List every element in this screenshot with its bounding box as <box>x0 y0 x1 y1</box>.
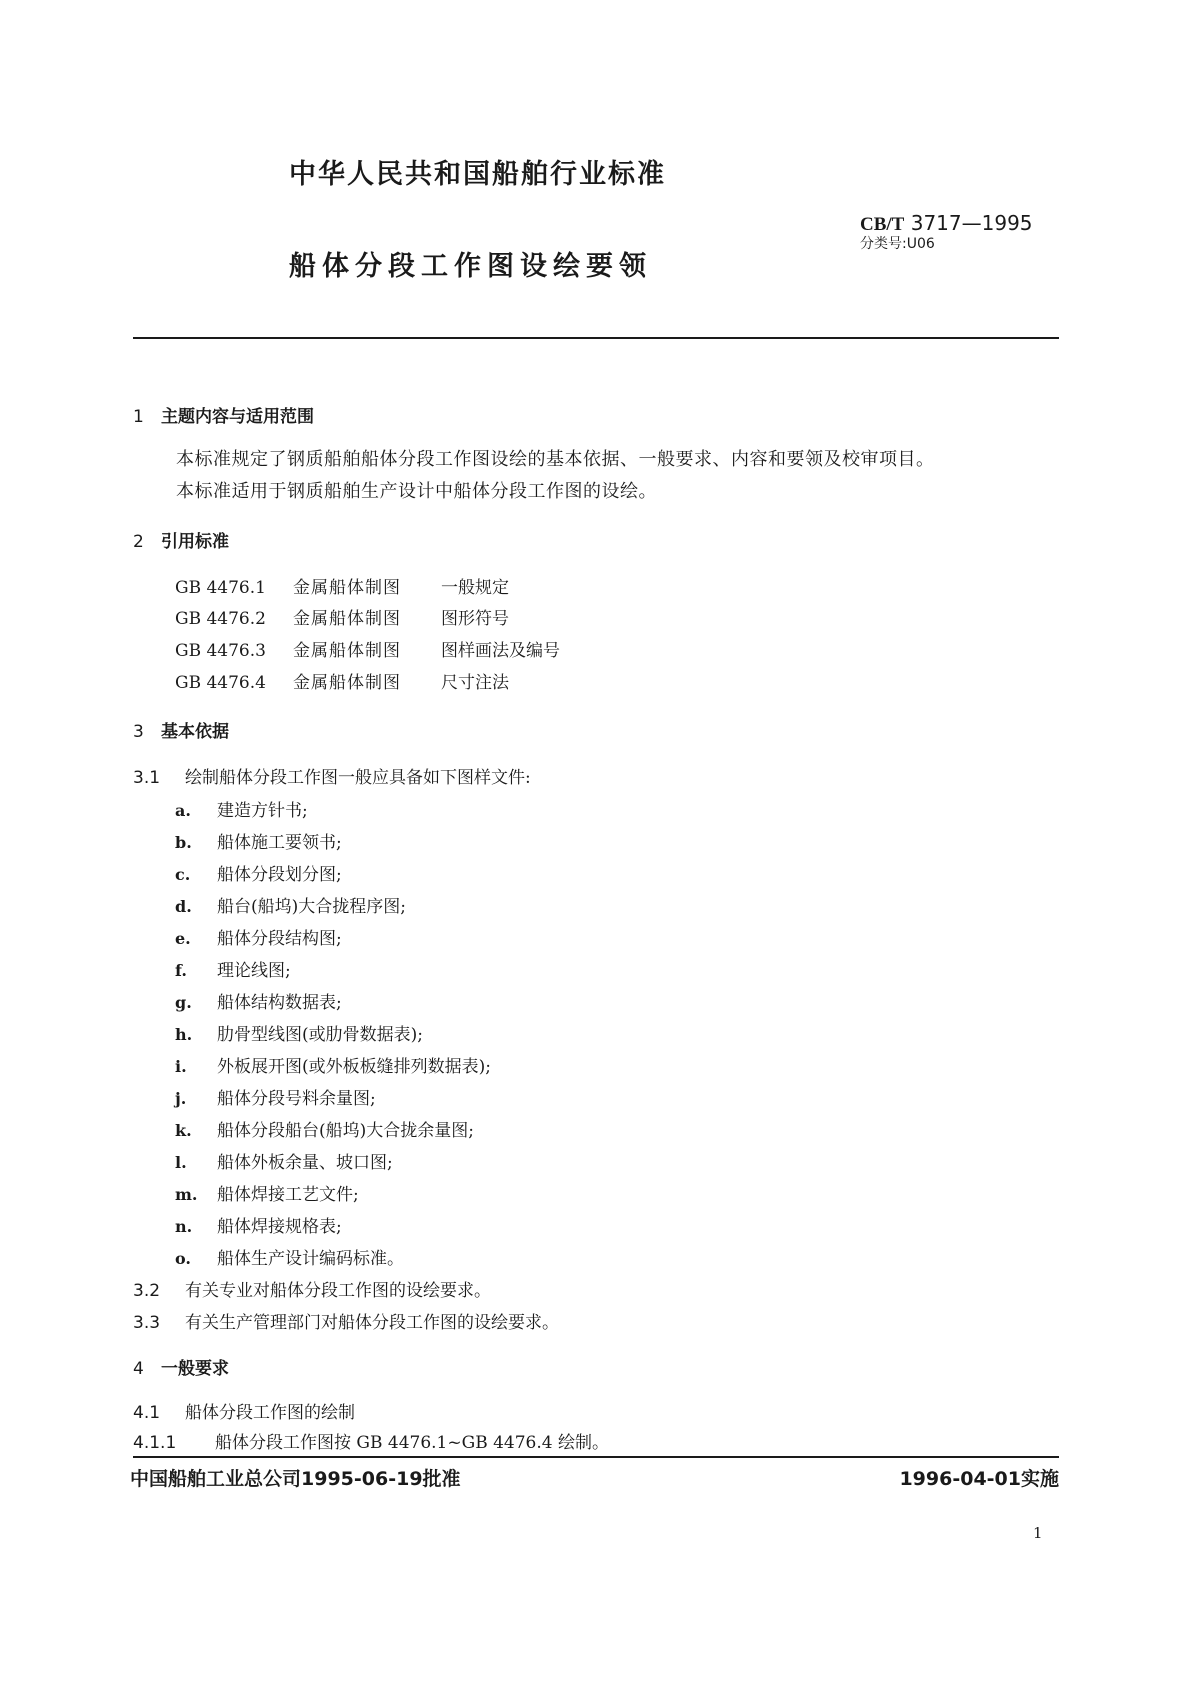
page-number: 1 <box>1033 1524 1043 1542</box>
list-letter: d. <box>175 897 192 916</box>
document-title: 船体分段工作图设绘要领 <box>289 251 652 282</box>
list-letter: b. <box>175 833 192 852</box>
list-letter: f. <box>175 961 187 980</box>
list-text: 船体生产设计编码标准。 <box>217 1249 404 1269</box>
header-divider <box>133 337 1059 339</box>
section-title: 一般要求 <box>161 1359 229 1379</box>
list-letter: l. <box>175 1153 187 1172</box>
reference-desc: 图样画法及编号 <box>441 641 560 661</box>
list-letter: o. <box>175 1249 191 1268</box>
clause-number: 3.3 <box>133 1313 161 1333</box>
list-letter: n. <box>175 1217 193 1236</box>
clause-3-1 <box>133 763 531 788</box>
list-text: 船体施工要领书; <box>217 833 342 853</box>
section-4-heading <box>133 1354 229 1379</box>
list-item <box>175 1212 342 1237</box>
reference-row <box>175 668 509 693</box>
list-text: 船体外板余量、坡口图; <box>217 1153 393 1173</box>
clause-number: 4.1.1 <box>133 1433 177 1453</box>
reference-code: GB 4476.3 <box>175 641 266 661</box>
list-text: 船台(船坞)大合拢程序图; <box>217 897 406 917</box>
reference-name: 金属船体制图 <box>293 609 401 629</box>
reference-code: GB 4476.2 <box>175 609 266 629</box>
section-title: 基本依据 <box>161 722 229 742</box>
list-text: 外板展开图(或外板板缝排列数据表); <box>217 1057 491 1077</box>
standard-code: 3717—1995 <box>910 211 1033 235</box>
clause-number: 3.1 <box>133 768 161 788</box>
section-3-heading <box>133 717 229 742</box>
reference-desc: 图形符号 <box>441 609 509 629</box>
paragraph: 本标准适用于钢质船舶生产设计中船体分段工作图的设绘。 <box>176 481 657 502</box>
reference-row <box>175 636 560 661</box>
list-item <box>175 1052 491 1077</box>
list-item <box>175 1020 423 1045</box>
clause-text: 有关生产管理部门对船体分段工作图的设绘要求。 <box>185 1313 559 1333</box>
standard-category-title: 中华人民共和国船舶行业标准 <box>289 159 666 190</box>
footer-divider <box>133 1456 1059 1458</box>
list-item <box>175 828 342 853</box>
section-number: 1 <box>133 407 144 427</box>
list-item <box>175 1116 474 1141</box>
clause-3-3 <box>133 1308 559 1333</box>
clause-text: 船体分段工作图的绘制 <box>185 1403 355 1423</box>
reference-desc: 尺寸注法 <box>441 673 509 693</box>
list-text: 船体分段船台(船坞)大合拢余量图; <box>217 1121 474 1141</box>
section-number: 3 <box>133 722 144 742</box>
section-title: 主题内容与适用范围 <box>161 407 314 427</box>
list-text: 船体焊接规格表; <box>217 1217 342 1237</box>
list-text: 建造方针书; <box>217 801 308 821</box>
list-letter: i. <box>175 1057 187 1076</box>
list-letter: c. <box>175 865 191 884</box>
section-title: 引用标准 <box>161 532 229 552</box>
list-item <box>175 1180 359 1205</box>
reference-row <box>175 604 509 629</box>
list-text: 船体焊接工艺文件; <box>217 1185 359 1205</box>
list-item <box>175 1148 393 1173</box>
list-item <box>175 860 342 885</box>
effective-date: 1996-04-01实施 <box>899 1468 1059 1490</box>
reference-code: GB 4476.1 <box>175 578 266 598</box>
approval-statement: 中国船舶工业总公司1995-06-19批准 <box>130 1468 461 1490</box>
list-item <box>175 796 308 821</box>
classification-number: 分类号:U06 <box>860 236 935 252</box>
list-text: 理论线图; <box>217 961 291 981</box>
list-letter: k. <box>175 1121 192 1140</box>
list-item <box>175 956 291 981</box>
clause-text: 船体分段工作图按 GB 4476.1~GB 4476.4 绘制。 <box>215 1433 609 1453</box>
clause-4-1 <box>133 1398 355 1423</box>
list-item <box>175 1244 404 1269</box>
reference-name: 金属船体制图 <box>293 578 401 598</box>
list-text: 船体分段号料余量图; <box>217 1089 376 1109</box>
standard-prefix: CB/T <box>860 214 905 235</box>
list-text: 船体分段结构图; <box>217 929 342 949</box>
list-letter: j. <box>175 1089 187 1108</box>
reference-desc: 一般规定 <box>441 578 509 598</box>
list-item <box>175 1084 376 1109</box>
reference-row <box>175 573 509 598</box>
list-text: 肋骨型线图(或肋骨数据表); <box>217 1025 423 1045</box>
clause-4-1-1 <box>133 1428 609 1453</box>
list-letter: g. <box>175 993 192 1012</box>
list-text: 船体分段划分图; <box>217 865 342 885</box>
list-item <box>175 924 342 949</box>
list-letter: e. <box>175 929 191 948</box>
clause-text: 绘制船体分段工作图一般应具备如下图样文件: <box>185 768 531 788</box>
list-letter: m. <box>175 1185 198 1204</box>
clause-number: 3.2 <box>133 1281 161 1301</box>
list-item <box>175 988 342 1013</box>
section-1-heading <box>133 402 314 427</box>
section-number: 2 <box>133 532 144 552</box>
clause-3-2 <box>133 1276 491 1301</box>
reference-code: GB 4476.4 <box>175 673 266 693</box>
clause-text: 有关专业对船体分段工作图的设绘要求。 <box>185 1281 491 1301</box>
section-number: 4 <box>133 1359 144 1379</box>
list-letter: h. <box>175 1025 193 1044</box>
reference-name: 金属船体制图 <box>293 641 401 661</box>
list-text: 船体结构数据表; <box>217 993 342 1013</box>
reference-name: 金属船体制图 <box>293 673 401 693</box>
paragraph: 本标准规定了钢质船舶船体分段工作图设绘的基本依据、一般要求、内容和要领及校审项目。 <box>176 449 935 470</box>
list-item <box>175 892 406 917</box>
clause-number: 4.1 <box>133 1403 161 1423</box>
list-letter: a. <box>175 801 191 820</box>
section-2-heading <box>133 527 229 552</box>
